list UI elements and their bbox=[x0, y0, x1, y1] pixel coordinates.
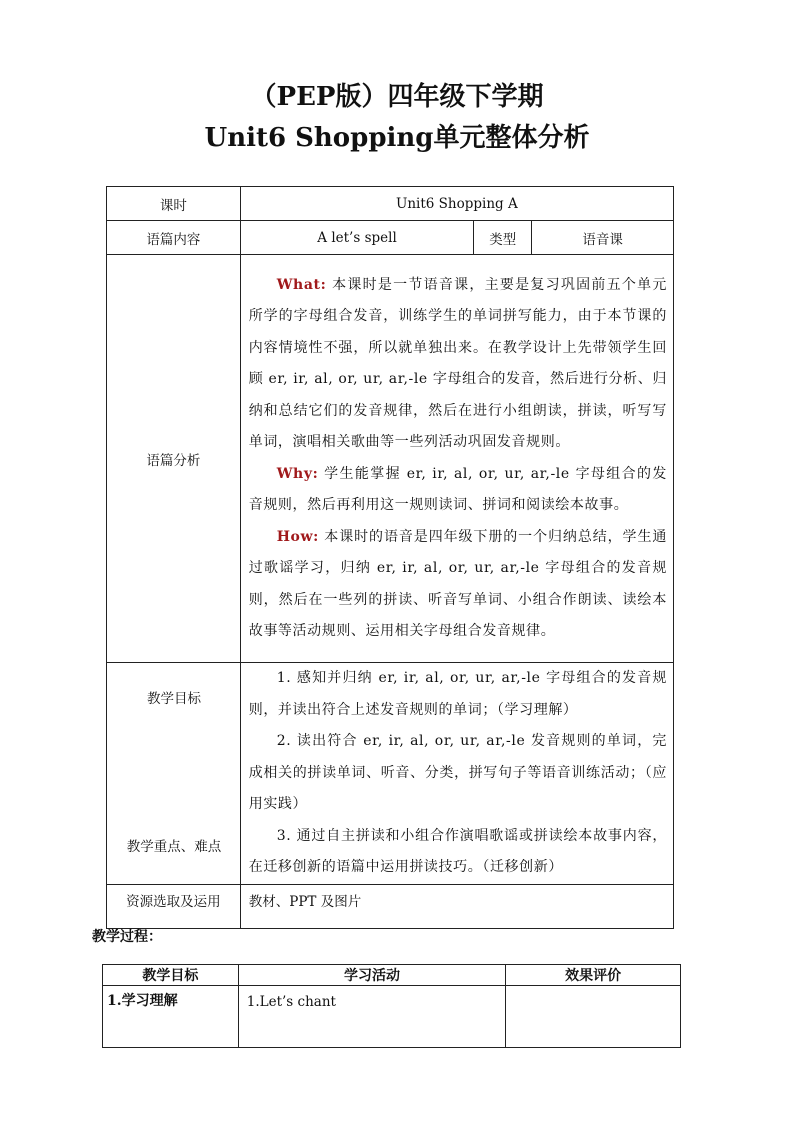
teaching-process-table bbox=[102, 964, 681, 1048]
doc-title-line1: （PEP版）四年级下学期 bbox=[250, 82, 544, 112]
table-row bbox=[103, 986, 681, 1048]
row-analysis bbox=[107, 255, 674, 663]
row-lesson bbox=[107, 187, 674, 221]
goals-label: 教学目标 bbox=[147, 691, 201, 707]
lesson-info-table bbox=[106, 186, 674, 929]
why-text: 学生能掌握 er, ir, al, or, ur, ar,-le 字母组合的发音规则，然后再利用这一规则读词、拼词和阅读绘本故事。 bbox=[248, 465, 667, 513]
how-label: How: bbox=[276, 528, 319, 545]
row-goals bbox=[107, 663, 674, 885]
lesson-label: 课时 bbox=[107, 187, 241, 221]
goal-item: 3. 通过自主拼读和小组合作演唱歌谣或拼读绘本故事内容，在迁移创新的语篇中运用拼读技巧。（迁移创新） bbox=[248, 827, 667, 875]
what-label: What: bbox=[276, 276, 327, 293]
process-evaluation bbox=[506, 986, 681, 1048]
type-label: 类型 bbox=[474, 221, 532, 255]
analysis-cell bbox=[240, 255, 673, 663]
lesson-value: Unit6 Shopping A bbox=[240, 187, 673, 221]
why-paragraph bbox=[249, 459, 667, 522]
header-activity: 学习活动 bbox=[238, 965, 506, 986]
resources-label: 资源选取及运用 bbox=[107, 884, 241, 928]
how-paragraph bbox=[249, 522, 667, 648]
content-label: 语篇内容 bbox=[107, 221, 241, 255]
process-header-row bbox=[103, 965, 681, 986]
row-resources bbox=[107, 884, 674, 928]
content-value: A let’s spell bbox=[240, 221, 474, 255]
goal-item: 1. 感知并归纳 er, ir, al, or, ur, ar,-le 字母组合的发音规则，并读出符合上述发音规则的单词；（学习理解） bbox=[248, 670, 667, 718]
goal-item: 2. 读出符合 er, ir, al, or, ur, ar,-le 发音规则的单词，完成相关的拼读单词、听音、分类，拼写句子等语音训练活动；（应用实践） bbox=[248, 733, 667, 812]
analysis-label: 语篇分析 bbox=[107, 255, 241, 663]
process-activity: 1.Let’s chant bbox=[238, 986, 506, 1048]
goals-label-cell bbox=[107, 663, 241, 885]
doc-title-line2: Unit6 Shopping单元整体分析 bbox=[204, 123, 590, 153]
goals-cell bbox=[240, 663, 673, 885]
header-goal: 教学目标 bbox=[103, 965, 239, 986]
process-goal: 1.学习理解 bbox=[103, 986, 239, 1048]
process-heading: 教学过程： bbox=[92, 929, 162, 945]
what-paragraph bbox=[249, 270, 667, 459]
header-evaluation: 效果评价 bbox=[506, 965, 681, 986]
resources-value: 教材、PPT 及图片 bbox=[240, 884, 673, 928]
key-points-label: 教学重点、难点 bbox=[126, 839, 222, 855]
row-content bbox=[107, 221, 674, 255]
how-text: 本课时的语音是四年级下册的一个归纳总结，学生通过歌谣学习，归纳 er, ir, al, or, ur, ar,-le 字母组合的发音规则，然后在一些列的拼读、听音写单词、小组合作朗读、读绘本故事等活动规则、运用相关字母组合发音规律。 bbox=[248, 528, 667, 639]
type-value: 语音课 bbox=[532, 221, 674, 255]
what-text: 本课时是一节语音课，主要是复习巩固前五个单元所学的字母组合发音，训练学生的单词拼写能力，由于本节课的内容情境性不强，所以就单独出来。在教学设计上先带领学生回顾 er, ir, al, or, ur, ar,-le 字母组合的发音，然后进行分析、归纳和总结它们的发音规律，然后在进行小组朗读，拼读，听写写单词，演唱相关歌曲等一些列活动巩固发音规则。 bbox=[248, 276, 667, 450]
why-label: Why: bbox=[276, 465, 319, 482]
